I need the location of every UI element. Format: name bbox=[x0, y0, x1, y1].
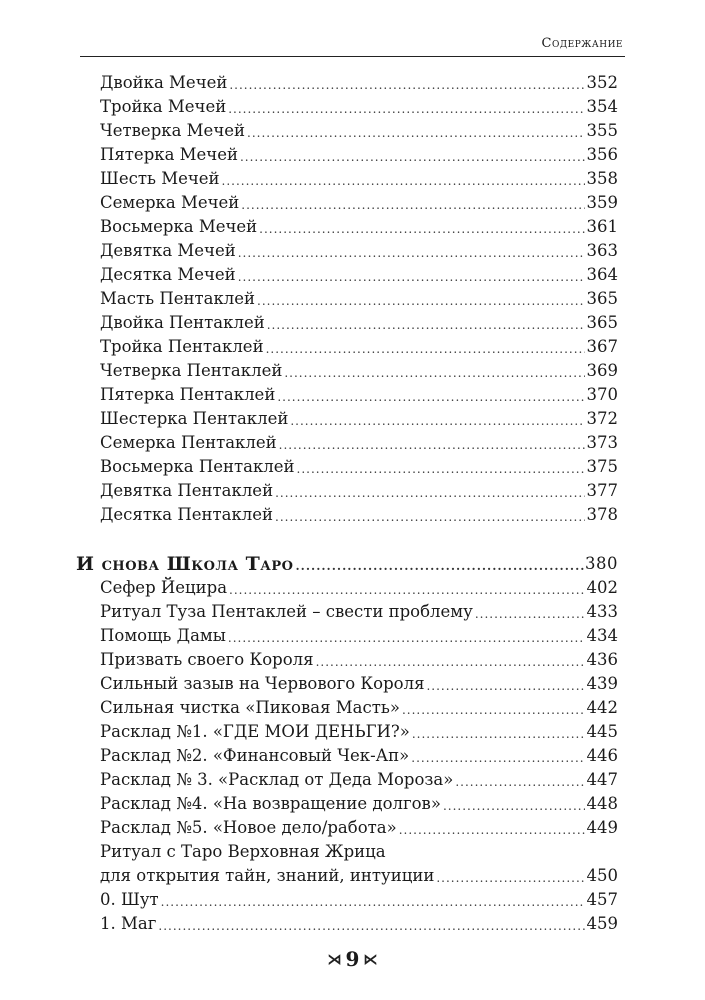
toc-entry[interactable] bbox=[100, 479, 618, 503]
chapter-page-number: 380 bbox=[585, 554, 618, 573]
entry-page-number: 375 bbox=[586, 457, 618, 476]
dot-leader bbox=[277, 387, 584, 407]
dot-leader bbox=[247, 123, 585, 143]
entry-title: Сильный зазыв на Червового Короля bbox=[100, 674, 425, 693]
entry-page-number: 434 bbox=[586, 626, 618, 645]
toc-entry[interactable] bbox=[100, 455, 618, 479]
entry-page-number: 447 bbox=[586, 770, 618, 789]
dot-leader bbox=[279, 435, 585, 455]
toc-entry[interactable] bbox=[100, 167, 618, 191]
toc-entry[interactable] bbox=[100, 912, 618, 936]
entry-page-number: 369 bbox=[586, 361, 618, 380]
toc-entry[interactable] bbox=[100, 888, 618, 912]
entry-title: Помощь Дамы bbox=[100, 626, 226, 645]
toc-entry[interactable] bbox=[100, 624, 618, 648]
entry-title: Восьмерка Мечей bbox=[100, 217, 258, 236]
dot-leader bbox=[229, 75, 584, 95]
ornament-left-icon: ⋊ bbox=[327, 952, 342, 968]
toc-entry-ritual-line2[interactable] bbox=[100, 864, 618, 888]
entry-page-number: 439 bbox=[586, 674, 618, 693]
dot-leader bbox=[290, 411, 584, 431]
dot-leader bbox=[238, 243, 585, 263]
dot-leader bbox=[158, 916, 584, 936]
entry-page-number: 363 bbox=[586, 241, 618, 260]
dot-leader bbox=[257, 291, 584, 311]
entry-title: Расклад №4. «На возвращение долгов» bbox=[100, 794, 441, 813]
toc-entry[interactable] bbox=[100, 143, 618, 167]
entry-title: Девятка Мечей bbox=[100, 241, 236, 260]
entry-page-number: 365 bbox=[586, 313, 618, 332]
entry-page-number: 367 bbox=[586, 337, 618, 356]
entry-title: Четверка Мечей bbox=[100, 121, 245, 140]
dot-leader bbox=[297, 459, 585, 479]
entry-page-number: 352 bbox=[586, 73, 618, 92]
dot-leader bbox=[222, 171, 585, 191]
entry-title: Десятка Пентаклей bbox=[100, 505, 274, 524]
toc-entry[interactable] bbox=[100, 431, 618, 455]
page-footer bbox=[0, 947, 705, 971]
toc-entry[interactable] bbox=[100, 359, 618, 383]
header-title: Содержание bbox=[541, 36, 623, 51]
entry-page-number: 445 bbox=[586, 722, 618, 741]
toc-entry[interactable] bbox=[100, 576, 618, 600]
table-of-contents bbox=[76, 71, 618, 936]
section-gap bbox=[100, 527, 618, 552]
toc-entry[interactable] bbox=[100, 191, 618, 215]
dot-leader bbox=[316, 652, 585, 672]
entry-title: Шестерка Пентаклей bbox=[100, 409, 289, 428]
entry-page-number: 364 bbox=[586, 265, 618, 284]
dot-leader bbox=[241, 195, 584, 215]
toc-chapter-heading[interactable] bbox=[76, 552, 618, 576]
dot-leader bbox=[412, 724, 585, 744]
entry-title: Двойка Пентаклей bbox=[100, 313, 265, 332]
entry-page-number: 370 bbox=[586, 385, 618, 404]
entry-title: Расклад №1. «ГДЕ МОИ ДЕНЬГИ?» bbox=[100, 722, 410, 741]
ornament-right-icon: ⋉ bbox=[363, 952, 378, 968]
dot-leader bbox=[238, 267, 585, 287]
toc-entry[interactable] bbox=[100, 287, 618, 311]
dot-leader bbox=[266, 339, 585, 359]
toc-entry[interactable] bbox=[100, 768, 618, 792]
entry-title: Четверка Пентаклей bbox=[100, 361, 283, 380]
entry-title: Сефер Йецира bbox=[100, 578, 228, 597]
entry-page-number: 356 bbox=[586, 145, 618, 164]
dot-leader bbox=[436, 868, 584, 888]
toc-entry[interactable] bbox=[100, 239, 618, 263]
toc-entry[interactable] bbox=[100, 792, 618, 816]
entry-page-number: 450 bbox=[586, 866, 618, 885]
dot-leader bbox=[275, 507, 584, 527]
dot-leader bbox=[228, 99, 584, 119]
dot-leader bbox=[228, 628, 585, 648]
entry-page-number: 358 bbox=[586, 169, 618, 188]
toc-entry[interactable] bbox=[100, 383, 618, 407]
entry-title: Тройка Пентаклей bbox=[100, 337, 264, 356]
dot-leader bbox=[402, 700, 585, 720]
toc-section-top bbox=[100, 71, 618, 527]
toc-entry[interactable] bbox=[100, 335, 618, 359]
toc-entry[interactable] bbox=[100, 119, 618, 143]
entry-page-number: 377 bbox=[586, 481, 618, 500]
entry-title: Тройка Мечей bbox=[100, 97, 227, 116]
entry-page-number: 449 bbox=[586, 818, 618, 837]
toc-section-bottom bbox=[100, 576, 618, 840]
entry-title: Семерка Мечей bbox=[100, 193, 240, 212]
toc-entry[interactable] bbox=[100, 215, 618, 239]
toc-entry[interactable] bbox=[100, 744, 618, 768]
page-number: 9 bbox=[345, 947, 360, 971]
dot-leader bbox=[161, 892, 585, 912]
entry-title: Масть Пентаклей bbox=[100, 289, 256, 308]
entry-page-number: 402 bbox=[586, 578, 618, 597]
toc-section-end bbox=[100, 888, 618, 936]
toc-entry[interactable] bbox=[100, 696, 618, 720]
entry-title: Расклад №2. «Финансовый Чек-Ап» bbox=[100, 746, 410, 765]
dot-leader bbox=[443, 796, 585, 816]
entry-title: Восьмерка Пентаклей bbox=[100, 457, 295, 476]
entry-page-number: 372 bbox=[586, 409, 618, 428]
dot-leader bbox=[240, 147, 585, 167]
entry-page-number: 457 bbox=[586, 890, 618, 909]
toc-entry[interactable] bbox=[100, 672, 618, 696]
toc-entry[interactable] bbox=[100, 407, 618, 431]
toc-entry[interactable] bbox=[100, 311, 618, 335]
entry-page-number: 459 bbox=[586, 914, 618, 933]
entry-page-number: 446 bbox=[586, 746, 618, 765]
dot-leader bbox=[229, 580, 584, 600]
entry-page-number: 378 bbox=[586, 505, 618, 524]
entry-page-number: 355 bbox=[586, 121, 618, 140]
entry-title: Девятка Пентаклей bbox=[100, 481, 274, 500]
dot-leader bbox=[455, 772, 584, 792]
entry-page-number: 361 bbox=[586, 217, 618, 236]
dot-leader bbox=[475, 604, 585, 624]
entry-title: Пятерка Пентаклей bbox=[100, 385, 276, 404]
dot-leader bbox=[259, 219, 584, 239]
entry-title: Ритуал Туза Пентаклей – свести проблему bbox=[100, 602, 473, 621]
entry-page-number: 354 bbox=[586, 97, 618, 116]
entry-page-number: 448 bbox=[586, 794, 618, 813]
entry-title: Призвать своего Короля bbox=[100, 650, 314, 669]
toc-entry[interactable] bbox=[100, 71, 618, 95]
entry-title: Двойка Мечей bbox=[100, 73, 228, 92]
entry-title: Пятерка Мечей bbox=[100, 145, 238, 164]
toc-entry-ritual-line1[interactable]: Ритуал с Таро Верховная Жрица bbox=[100, 842, 386, 861]
entry-page-number: 359 bbox=[586, 193, 618, 212]
toc-entry[interactable] bbox=[100, 600, 618, 624]
chapter-title: И снова Школа Таро bbox=[76, 553, 294, 575]
dot-leader bbox=[267, 315, 585, 335]
entry-title: Сильная чистка «Пиковая Масть» bbox=[100, 698, 400, 717]
entry-title: Расклад №5. «Новое дело/работа» bbox=[100, 818, 397, 837]
toc-entry[interactable] bbox=[100, 263, 618, 287]
entry-title: Шесть Мечей bbox=[100, 169, 220, 188]
entry-page-number: 373 bbox=[586, 433, 618, 452]
toc-entry[interactable] bbox=[100, 95, 618, 119]
entry-title: Семерка Пентаклей bbox=[100, 433, 277, 452]
toc-entry[interactable] bbox=[100, 503, 618, 527]
entry-title: 0. Шут bbox=[100, 890, 159, 909]
entry-title: Расклад № 3. «Расклад от Деда Мороза» bbox=[100, 770, 454, 789]
entry-page-number: 436 bbox=[586, 650, 618, 669]
dot-leader bbox=[295, 556, 586, 576]
running-header bbox=[80, 34, 625, 57]
dot-leader bbox=[275, 483, 584, 503]
dot-leader bbox=[399, 820, 585, 840]
entry-page-number: 442 bbox=[586, 698, 618, 717]
dot-leader bbox=[426, 676, 584, 696]
entry-page-number: 365 bbox=[586, 289, 618, 308]
entry-page-number: 433 bbox=[586, 602, 618, 621]
toc-entry[interactable] bbox=[100, 648, 618, 672]
toc-entry[interactable] bbox=[100, 816, 618, 840]
entry-title: Десятка Мечей bbox=[100, 265, 236, 284]
entry-title: для открытия тайн, знаний, интуиции bbox=[100, 866, 435, 885]
entry-title: 1. Маг bbox=[100, 914, 157, 933]
dot-leader bbox=[411, 748, 584, 768]
toc-entry[interactable] bbox=[100, 720, 618, 744]
dot-leader bbox=[284, 363, 584, 383]
